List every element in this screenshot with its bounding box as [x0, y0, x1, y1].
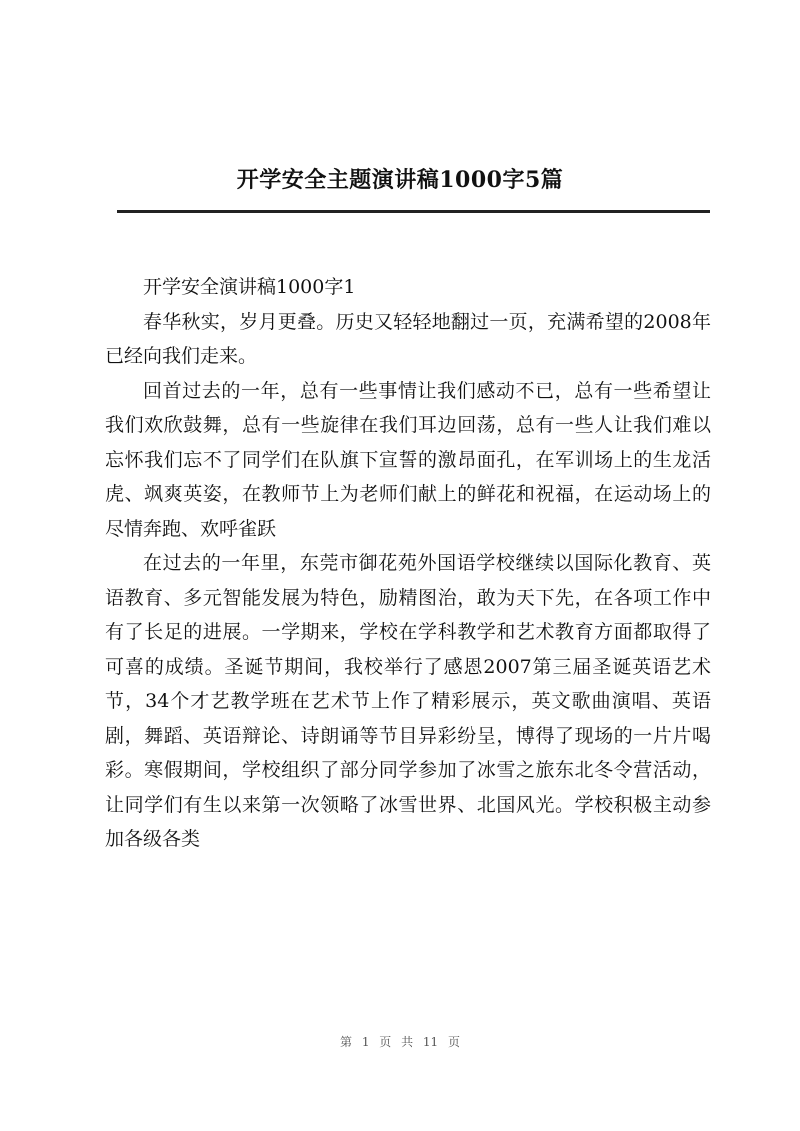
document-title: 开学安全主题演讲稿1000字5篇 — [236, 167, 564, 193]
paragraph: 回首过去的一年，总有一些事情让我们感动不已，总有一些希望让我们欢欣鼓舞，总有一些旋律在我们耳边回荡，总有一些人让我们难以忘怀我们忘不了同学们在队旗下宣誓的激昂面孔，在军训场上的生龙活虎、飒爽英姿，在教师节上为老师们献上的鲜花和祝福，在运动场上的尽情奔跑、欢呼雀跃 — [105, 379, 711, 540]
section-heading: 开学安全演讲稿1000字1 — [143, 276, 356, 298]
page-footer: 第 1 页 共 11 页 — [340, 1035, 460, 1049]
title-divider — [117, 210, 710, 213]
paragraph: 春华秋实，岁月更叠。历史又轻轻地翻过一页，充满希望的2008年已经向我们走来。 — [105, 310, 711, 367]
document-body — [105, 270, 711, 857]
paragraph: 在过去的一年里，东莞市御花苑外国语学校继续以国际化教育、英语教育、多元智能发展为特色，励精图治，敢为天下先，在各项工作中有了长足的进展。一学期来，学校在学科教学和艺术教育方面都取得了可喜的成绩。圣诞节期间，我校举行了感恩2007第三届圣诞英语艺术节，34个才艺教学班在艺术节上作了精彩展示，英文歌曲演唱、英语剧，舞蹈、英语辩论、诗朗诵等节目异彩纷呈，博得了现场的一片片喝彩。寒假期间，学校组织了部分同学参加了冰雪之旅东北冬令营活动，让同学们有生以来第一次领略了冰雪世界、北国风光。学校积极主动参加各级各类 — [105, 552, 711, 850]
